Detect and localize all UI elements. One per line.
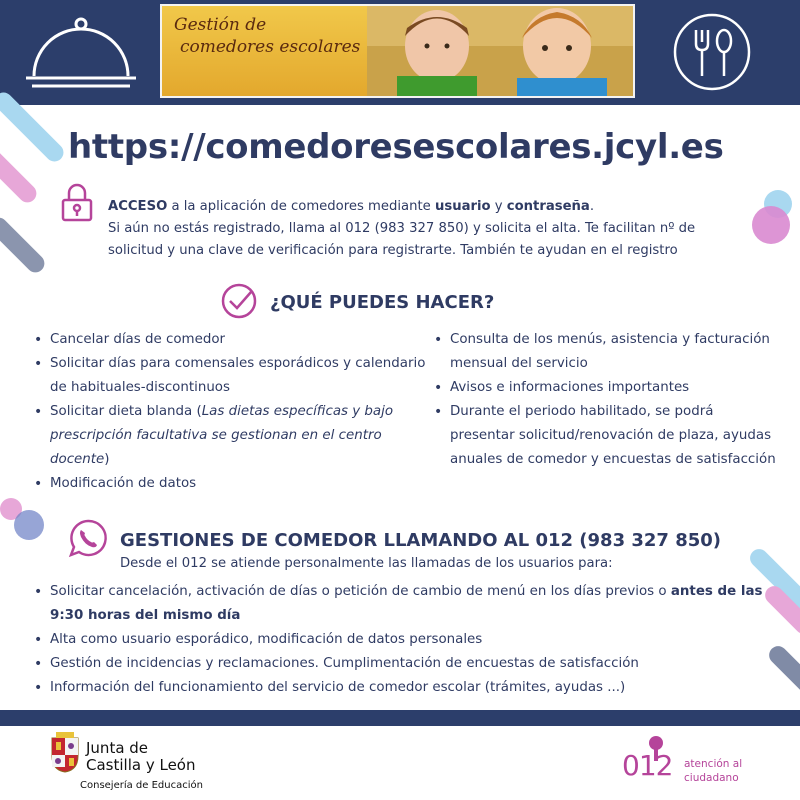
dieta-note: Las dietas específicas y bajo prescripción facultativa se gestionan en el centro docente [50,404,394,467]
decor-stripe [0,214,48,276]
coat-of-arms-icon [50,732,80,774]
gestiones-intro: Desde el 012 se atiende personalmente las llamadas de los usuarios para: [120,556,613,571]
gestiones-title: GESTIONES DE COMEDOR LLAMANDO AL 012 (983 327 850) [120,530,721,551]
list-item: • Solicitar días para comensales esporádicos y calendario de habituales-discontinuos [32,352,432,400]
junta-line1: Junta de [86,739,149,757]
banner-title-area [162,6,367,96]
access-registration-text: Si aún no estás registrado, llama al 012 (983 327 850) y solicita el alta. Te facilitan nº de solicitud y una clave de verificación para registrarte. También te ayudan en el registro [108,221,696,258]
usuario-word: usuario [434,199,491,214]
access-text-2: y [490,199,507,214]
list-item: • Durante el periodo habilitado, se podrá presentar solicitud/renovación de plaza, ayudas anuales de comedor y encuestas de satisfacción [432,400,782,472]
list-item: • Alta como usuario esporádico, modificación de datos personales [32,628,772,652]
que-puedes-right-list [432,328,782,472]
dieta-suffix: ) [104,452,110,467]
list-item-dieta [32,400,432,472]
atencion-line2: ciudadano [684,772,739,784]
deadline-text: antes de las 9:30 horas del mismo día [50,584,763,623]
banner-image [160,4,635,98]
contrasena-word: contraseña [506,199,590,214]
padlock-icon [60,182,94,222]
list-item: • Gestión de incidencias y reclamaciones. Cumplimentación de encuestas de satisfacción [32,652,772,676]
header-band [0,0,800,105]
list-item: • Cancelar días de comedor [32,328,432,352]
access-text-3: . [589,199,595,214]
consejeria-text: Consejería de Educación [80,780,203,791]
site-url[interactable]: https://comedoresescolares.jcyl.es [68,127,724,167]
checkmark-circle-icon [220,282,258,320]
phone-bubble-icon [68,518,108,558]
decor-dot [752,206,790,244]
access-text [108,196,748,262]
junta-line2: Castilla y León [86,756,196,774]
gestiones-list [32,580,772,700]
list-item-cancelacion [32,580,772,628]
list-item: • Consulta de los menús, asistencia y facturación mensual del servicio [432,328,782,376]
atencion-line1: atención al [684,758,743,770]
access-word: ACCESO [108,199,168,214]
list-item: • Información del funcionamiento del servicio de comedor escolar (trámites, ayudas ...) [32,676,772,700]
que-puedes-left-list [32,328,432,496]
012-number: 012 [622,749,673,782]
fork-spoon-icon [672,12,752,92]
cloche-icon [22,14,140,92]
access-text-1: a la aplicación de comedores mediante [167,199,435,214]
list-item: • Modificación de datos [32,472,432,496]
banner-title-line2: comedores escolares [180,37,361,57]
dieta-prefix: Solicitar dieta blanda ( [50,404,202,419]
children-photo [367,6,635,96]
que-puedes-title: ¿QUÉ PUEDES HACER? [270,292,495,313]
decor-stripe [0,144,40,206]
banner-title-line1: Gestión de [174,15,267,35]
list-item: • Avisos e informaciones importantes [432,376,782,400]
cancelacion-text: Solicitar cancelación, activación de días o petición de cambio de menú en los días previos o [50,584,671,599]
bottom-band [0,710,800,726]
decor-dot [14,510,44,540]
